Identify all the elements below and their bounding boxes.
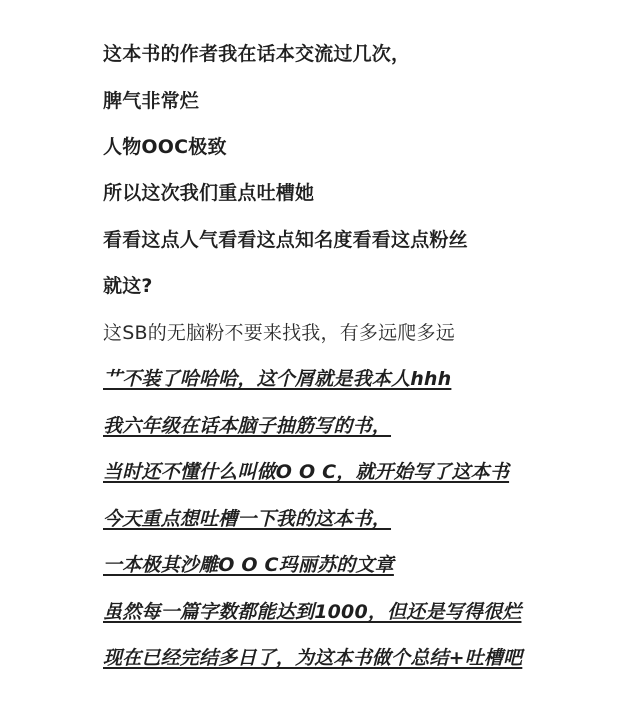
text-line-1: 这本书的作者我在话本交流过几次， — [103, 43, 411, 65]
text-line-9: 我六年级在话本脑子抽筋写的书， — [103, 415, 392, 437]
text-line-3: 人物OOC极致 — [103, 136, 227, 158]
text-line-5: 看看这点人气看看这点知名度看看这点粉丝 — [103, 229, 468, 251]
text-line-14: 现在已经完结多日了，为这本书做个总结+吐槽吧 — [103, 647, 523, 669]
text-line-4: 所以这次我们重点吐槽她 — [103, 182, 315, 204]
text-line-6: 就这? — [103, 275, 153, 297]
text-line-8: 艹不装了哈哈哈，这个屑就是我本人hhh — [103, 368, 452, 390]
text-line-10: 当时还不懂什么叫做O O C，就开始写了这本书 — [103, 461, 510, 483]
text-line-13: 虽然每一篇字数都能达到1000，但还是写得很烂 — [103, 601, 522, 623]
text-line-12: 一本极其沙雕O O C玛丽苏的文章 — [103, 554, 394, 576]
text-line-11: 今天重点想吐槽一下我的这本书， — [103, 508, 392, 530]
text-line-2: 脾气非常烂 — [103, 90, 200, 112]
text-line-7: 这SB的无脑粉不要来找我，有多远爬多远 — [103, 322, 455, 344]
